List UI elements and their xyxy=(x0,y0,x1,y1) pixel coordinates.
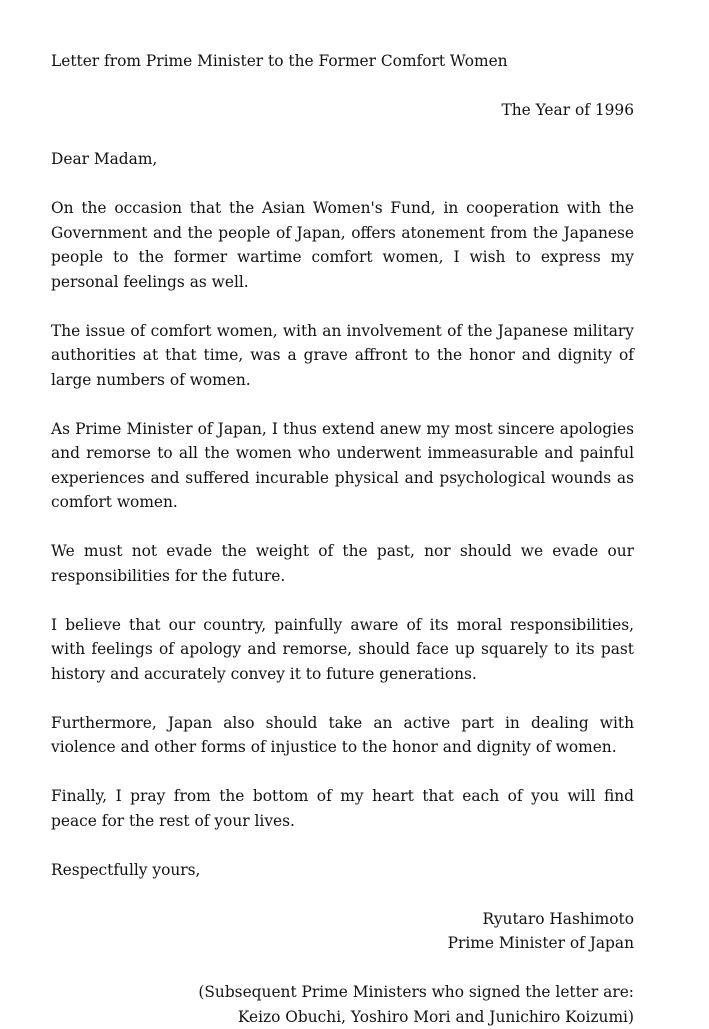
letter-paragraph: Finally, I pray from the bottom of my heart that each of you will find peace for the rest of your lives. xyxy=(51,784,634,833)
letter-title: Letter from Prime Minister to the Former Comfort Women xyxy=(51,49,634,74)
signatory-name: Ryutaro Hashimoto xyxy=(51,907,634,932)
salutation: Dear Madam, xyxy=(51,147,634,172)
closing: Respectfully yours, xyxy=(51,858,634,883)
subsequent-signatories-note xyxy=(51,980,634,1029)
letter-paragraph: Furthermore, Japan also should take an active part in dealing with violence and other forms of injustice to the honor and dignity of women. xyxy=(51,711,634,760)
letter-document xyxy=(51,49,634,1029)
letter-paragraph: On the occasion that the Asian Women's Fund, in cooperation with the Government and the people of Japan, offers atonement from the Japanese people to the former wartime comfort women, I wish to express my personal feelings as well. xyxy=(51,196,634,294)
letter-paragraph: We must not evade the weight of the past, nor should we evade our responsibilities for the future. xyxy=(51,539,634,588)
signatory-position: Prime Minister of Japan xyxy=(51,931,634,956)
signature-block xyxy=(51,907,634,956)
note-line: (Subsequent Prime Ministers who signed the letter are: xyxy=(51,980,634,1005)
letter-paragraph: I believe that our country, painfully aware of its moral responsibilities, with feelings of apology and remorse, should face up squarely to its past history and accurately convey it to future generations. xyxy=(51,613,634,687)
letter-date: The Year of 1996 xyxy=(51,98,634,123)
note-line: Keizo Obuchi, Yoshiro Mori and Junichiro Koizumi) xyxy=(51,1005,634,1029)
letter-paragraph: As Prime Minister of Japan, I thus extend anew my most sincere apologies and remorse to all the women who underwent immeasurable and painful experiences and suffered incurable physical and psychological wounds as comfort women. xyxy=(51,417,634,515)
letter-paragraph: The issue of comfort women, with an involvement of the Japanese military authorities at that time, was a grave affront to the honor and dignity of large numbers of women. xyxy=(51,319,634,393)
